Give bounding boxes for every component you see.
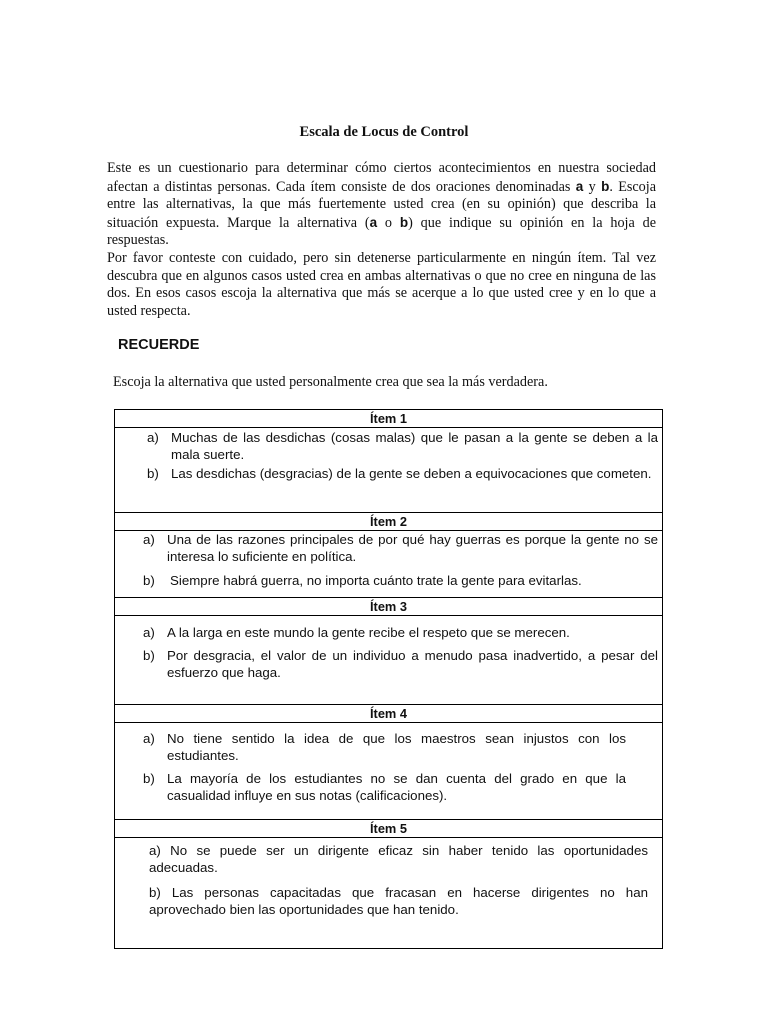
item-body (115, 723, 662, 820)
option-marker: b) (147, 466, 159, 481)
item-5 (115, 820, 662, 948)
option-marker: a) (147, 430, 159, 445)
option-a (149, 842, 648, 876)
option-b (147, 465, 658, 482)
item-body (115, 428, 662, 513)
intro-paragraph-1 (107, 160, 656, 250)
letter-b-inline: b (399, 214, 409, 230)
option-b (143, 572, 658, 589)
option-marker: a) (143, 532, 155, 547)
item-body (115, 616, 662, 705)
option-marker: a) (143, 731, 155, 746)
item-1 (115, 410, 662, 513)
items-table (114, 409, 663, 949)
option-text: Las personas capacitadas que fracasan en hacerse dirigentes no han aprovechado bien las oportunidades que han tenido. (149, 885, 648, 917)
option-text: Muchas de las desdichas (cosas malas) que le pasan a la gente se deben a la mala suerte. (171, 430, 658, 462)
option-text: Por desgracia, el valor de un individuo a menudo pasa inadvertido, a pesar del esfuerzo que haga. (167, 648, 658, 680)
option-marker: a) (149, 843, 161, 858)
intro-p1-part-b: . Escoja entre las alternativas, la que más fuertemente usted crea (en su opinión) que describa la situación expuesta. Marque la alternativa ( (107, 178, 657, 231)
option-text: No tiene sentido la idea de que los maestros sean injustos con los estudiantes. (167, 731, 626, 763)
option-text: Las desdichas (desgracias) de la gente se deben a equivocaciones que cometen. (171, 466, 652, 481)
intro-p1-part-a: Este es un cuestionario para determinar cómo ciertos acontecimientos en nuestra sociedad afectan a distintas personas. Cada ítem consiste de dos oraciones denominadas (107, 160, 656, 195)
option-text: A la larga en este mundo la gente recibe el respeto que se merecen. (167, 625, 570, 640)
intro-p1-y: y (583, 178, 602, 195)
item-2 (115, 513, 662, 598)
option-text: Una de las razones principales de por qué hay guerras es porque la gente no se interesa lo suficiente en política. (167, 532, 658, 564)
recuerde-heading: RECUERDE (118, 337, 200, 353)
intro-paragraph-2: Por favor conteste con cuidado, pero sin detenerse particularmente en ningún ítem. Tal vez descubra que en algunos casos usted crea en ambas alternativas o que no cree en ninguna de las dos. En esos casos escoja la alternativa que más se acerque a lo que usted cree y en lo que a usted respecta. (107, 249, 656, 319)
item-header: Ítem 5 (115, 820, 662, 838)
option-marker: b) (143, 771, 155, 786)
option-text: No se puede ser un dirigente eficaz sin haber tenido las oportunidades adecuadas. (149, 843, 648, 875)
item-header: Ítem 2 (115, 513, 662, 531)
option-text: La mayoría de los estudiantes no se dan cuenta del grado en que la casualidad influye en sus notas (calificaciones). (167, 771, 626, 803)
item-4 (115, 705, 662, 820)
item-body (115, 531, 662, 598)
document-title: Escala de Locus de Control (299, 124, 469, 140)
option-b (143, 770, 626, 804)
option-a (143, 730, 626, 764)
option-text: Siempre habrá guerra, no importa cuánto trate la gente para evitarlas. (170, 573, 582, 588)
option-marker: b) (143, 573, 155, 588)
item-header: Ítem 4 (115, 705, 662, 723)
option-b (143, 647, 658, 681)
item-header: Ítem 3 (115, 598, 662, 616)
option-marker: b) (143, 648, 155, 663)
option-a (143, 531, 658, 565)
letter-a: a (575, 178, 584, 194)
item-header: Ítem 1 (115, 410, 662, 428)
option-marker: a) (143, 625, 155, 640)
letter-b: b (601, 178, 610, 194)
item-body (115, 838, 662, 948)
intro-p1-o: o (377, 214, 400, 231)
option-a (147, 429, 658, 463)
intro-p1-part-c: ) que indique su opinión en la hoja de respuestas. (107, 214, 657, 249)
instruction-text: Escoja la alternativa que usted personalmente crea que sea la más verdadera. (113, 374, 548, 390)
item-3 (115, 598, 662, 705)
letter-a-inline: a (369, 214, 378, 230)
option-marker: b) (149, 885, 161, 900)
option-a (143, 624, 658, 641)
intro-text (107, 160, 656, 320)
option-b (149, 884, 648, 918)
